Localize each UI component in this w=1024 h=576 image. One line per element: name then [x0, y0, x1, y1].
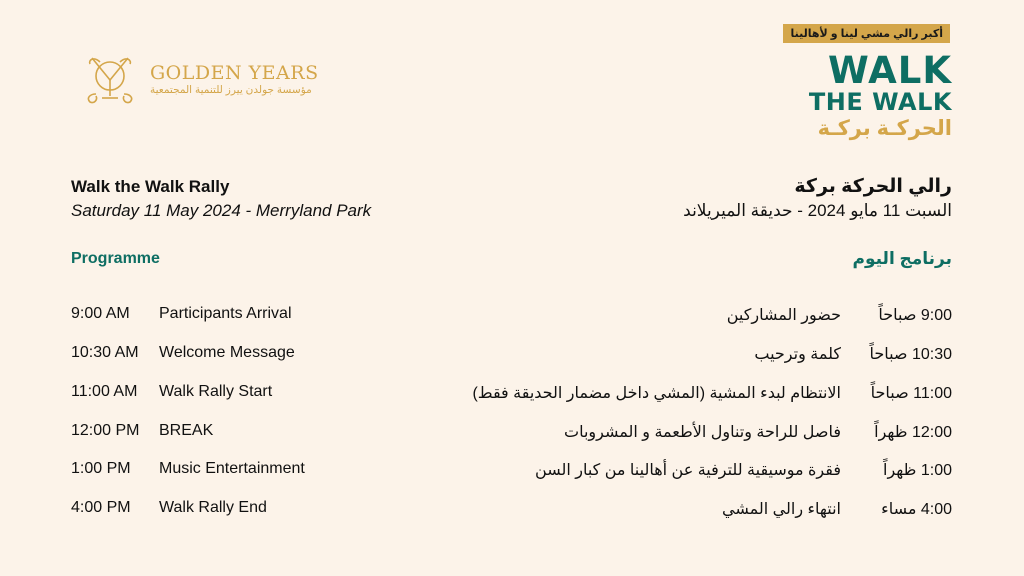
activity-ar: كلمة وترحيب [754, 346, 841, 363]
event-title-ar: رالي الحركة بركة [794, 176, 952, 197]
time-en: 4:00 PM [71, 499, 131, 516]
activity-en: Music Entertainment [159, 460, 305, 477]
walk-the-walk-badge: أكبر رالي مشي لينا و لأهالينا [783, 24, 950, 43]
activity-en: Welcome Message [159, 344, 295, 361]
walk-the-walk-logo-arabic: الحركـة بركـة [817, 117, 952, 140]
programme-row [0, 499, 1024, 529]
walk-the-walk-logo-line2: THE WALK [808, 88, 952, 116]
activity-ar: فقرة موسيقية للترفية عن أهالينا من كبار السن [535, 462, 841, 479]
activity-ar: حضور المشاركين [726, 307, 841, 324]
walk-the-walk-logo-line1: WALK [827, 49, 952, 92]
activity-ar: انتهاء رالي المشي [722, 501, 841, 518]
golden-years-title: GOLDEN YEARS [150, 62, 319, 84]
time-ar: 12:00 ظهراً [874, 424, 952, 441]
time-ar: 11:00 صباحاً [870, 385, 952, 402]
time-ar: 10:30 صباحاً [869, 346, 952, 363]
time-en: 11:00 AM [71, 383, 138, 400]
activity-en: Participants Arrival [159, 305, 292, 322]
time-en: 9:00 AM [71, 305, 130, 322]
time-ar: 1:00 ظهراً [883, 462, 952, 479]
programme-heading-ar: برنامج اليوم [852, 249, 952, 268]
activity-ar: الانتظام لبدء المشية (المشي داخل مضمار الحديقة فقط) [472, 385, 841, 402]
time-en: 10:30 AM [71, 344, 139, 361]
programme-row [0, 460, 1024, 490]
activity-en: Walk Rally End [159, 499, 267, 516]
activity-en: Walk Rally Start [159, 383, 273, 400]
programme-row [0, 305, 1024, 335]
time-ar: 9:00 صباحاً [878, 307, 952, 324]
activity-en: BREAK [159, 422, 214, 439]
event-subtitle-ar: السبت 11 مايو 2024 - حديقة الميريلاند [683, 201, 952, 220]
event-subtitle-en: Saturday 11 May 2024 - Merryland Park [71, 201, 372, 220]
programme-row [0, 422, 1024, 452]
programme-heading-en: Programme [71, 250, 160, 267]
programme-row [0, 344, 1024, 374]
golden-years-subtitle: مؤسسة جولدن ييرز للتنمية المجتمعية [150, 84, 312, 96]
time-en: 12:00 PM [71, 422, 140, 439]
time-ar: 4:00 مساء [881, 501, 952, 518]
time-en: 1:00 PM [71, 460, 131, 477]
activity-ar: فاصل للراحة وتناول الأطعمة و المشروبات [564, 424, 841, 441]
event-title-en: Walk the Walk Rally [71, 177, 230, 196]
programme-row [0, 383, 1024, 413]
